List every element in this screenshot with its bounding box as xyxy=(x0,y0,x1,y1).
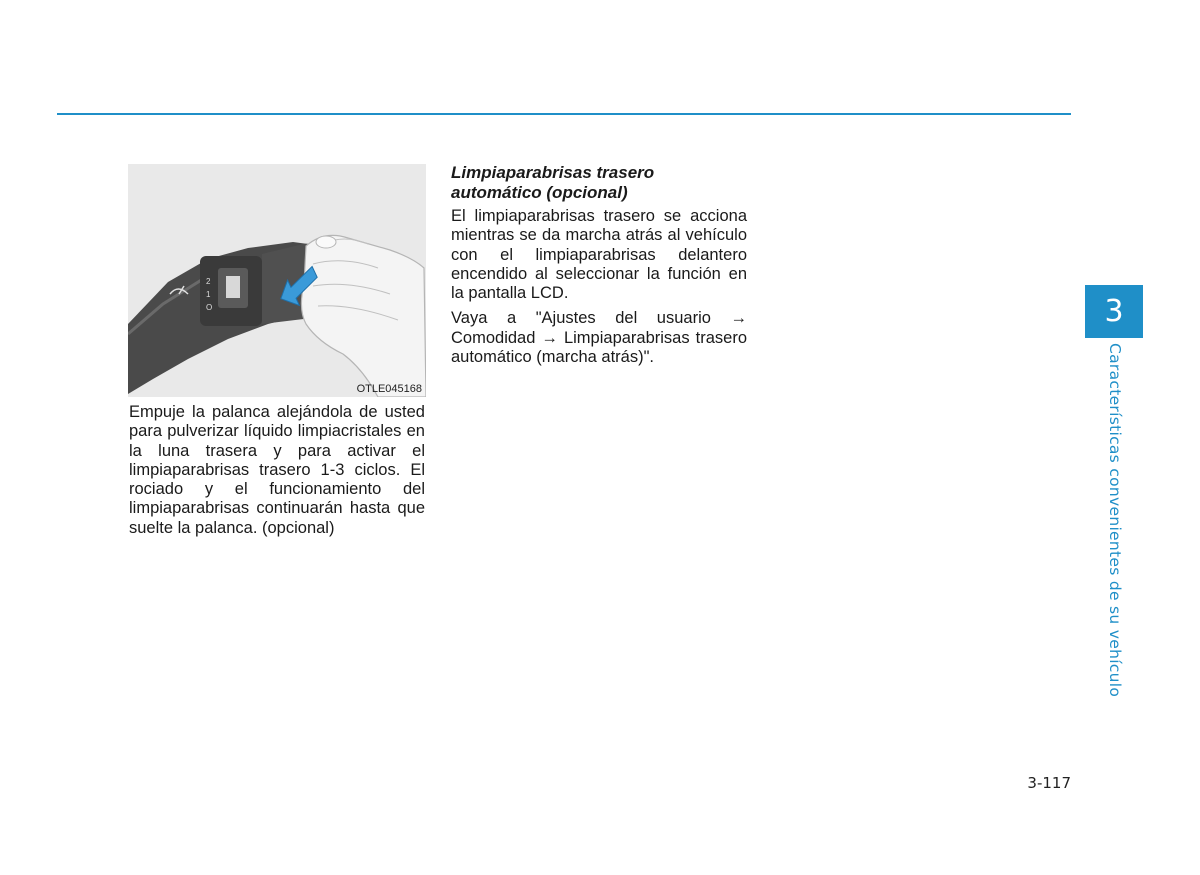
section-heading-line-1: Limpiaparabrisas trasero xyxy=(451,163,655,182)
right-column xyxy=(451,163,747,367)
header-rule xyxy=(57,113,1071,115)
washer-instructions: Empuje la palanca alejándola de usted para pulverizar líquido limpiacristales en la luna trasera y para activar el limpiaparabrisas trasero 1-3 ciclos. El rociado y el funcionamiento del limpiaparabrisas continuarán hasta que suelte la palanca. (opcional) xyxy=(129,403,425,537)
chapter-number-tab: 3 xyxy=(1085,285,1143,338)
lever-drawing xyxy=(128,164,426,397)
svg-text:2: 2 xyxy=(206,277,211,286)
section-heading-line-2: automático (opcional) xyxy=(451,182,628,202)
figure-code: OTLE045168 xyxy=(356,383,422,395)
section-heading xyxy=(451,163,747,202)
auto-rear-wiper-description: El limpiaparabrisas trasero se acciona mientras se da marcha atrás al vehículo con el limpiaparabrisas delantero encendido al seleccionar la función en la pantalla LCD. xyxy=(451,207,747,303)
svg-text:1: 1 xyxy=(206,290,211,299)
page-number: 3-117 xyxy=(1027,774,1071,792)
left-column xyxy=(129,403,425,538)
chapter-title: Características convenientes de su vehículo xyxy=(1106,343,1124,698)
svg-text:O: O xyxy=(206,303,213,312)
settings-path-instructions: Vaya a "Ajustes del usuario → Comodidad → Limpiaparabrisas trasero automático (marcha atrás)". xyxy=(451,309,747,367)
wiper-lever-illustration xyxy=(128,164,426,397)
